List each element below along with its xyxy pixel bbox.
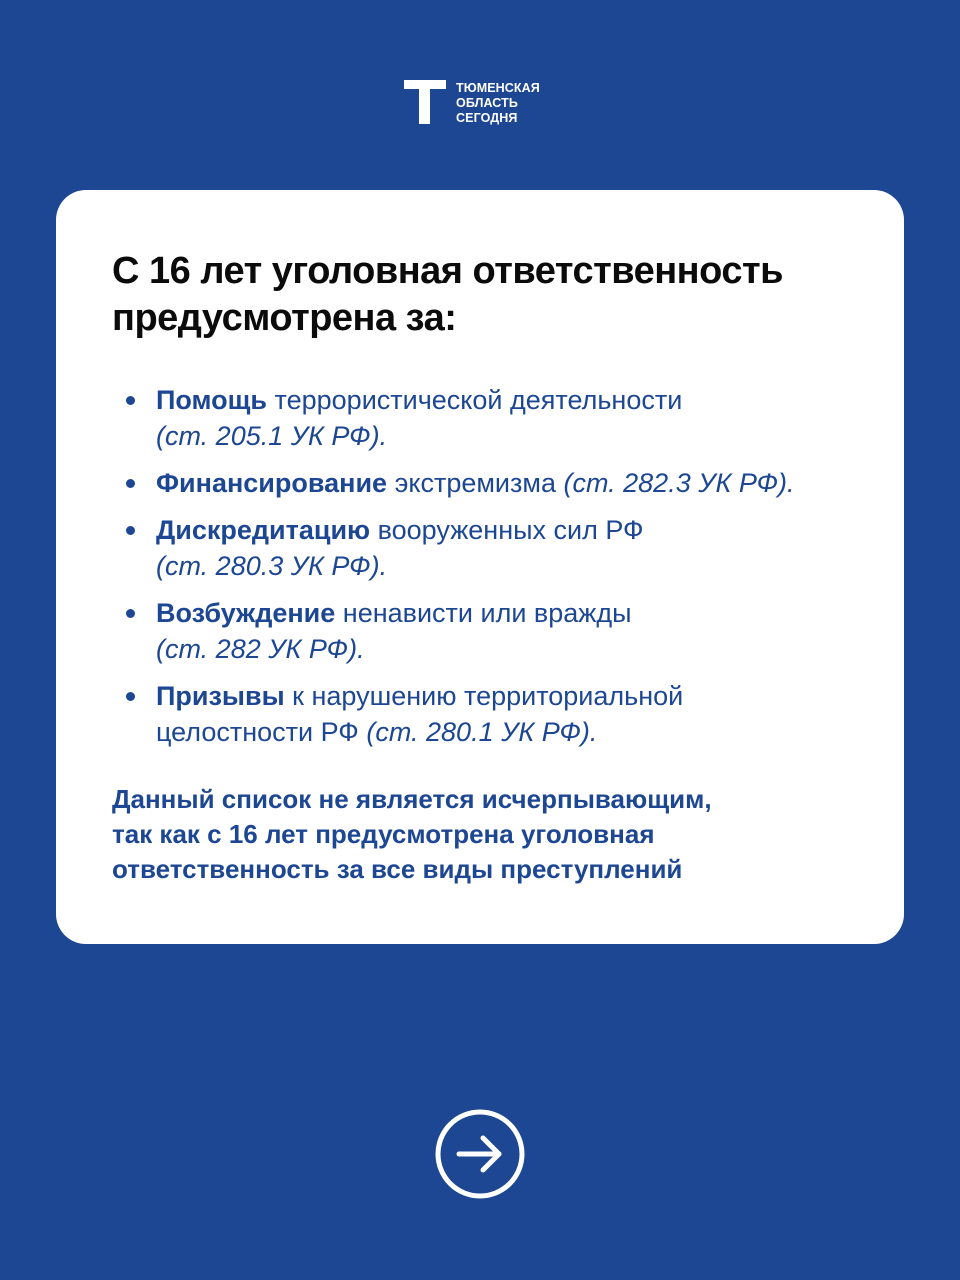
list-item-keyword: Возбуждение [156, 598, 336, 628]
letter-t-logo-icon [404, 80, 446, 124]
card-title [112, 248, 882, 342]
bullet-icon [126, 396, 135, 405]
note-line: Данный список не является исчерпывающим, [112, 784, 712, 814]
list-item-keyword: Финансирование [156, 468, 388, 498]
note-line: ответственность за все виды преступлений [112, 854, 683, 884]
list-item [156, 512, 876, 584]
offense-list [156, 382, 876, 761]
card-title-line: предусмотрена за: [112, 297, 457, 339]
list-item-reference: (ст. 280.1 УК РФ). [366, 717, 598, 747]
brand-name-line: СЕГОДНЯ [456, 111, 518, 125]
list-item-text: вооруженных сил РФ [370, 515, 644, 545]
list-item-reference: (ст. 282 УК РФ). [156, 634, 365, 664]
list-item-keyword: Дискредитацию [156, 515, 371, 545]
list-item-keyword: Призывы [156, 681, 285, 711]
list-item [156, 595, 876, 667]
card-title-line: С 16 лет уголовная ответственность [112, 250, 783, 292]
list-item-reference: (ст. 282.3 УК РФ). [563, 468, 795, 498]
brand-logo [404, 80, 540, 126]
bullet-icon [126, 526, 135, 535]
list-item [156, 465, 876, 501]
bullet-icon [126, 609, 135, 618]
list-item-text: террористической деятельности [267, 385, 683, 415]
list-item-reference: (ст. 280.3 УК РФ). [156, 551, 388, 581]
arrow-right-circle-icon [435, 1109, 525, 1199]
list-item-text: к нарушению территориальной [284, 681, 684, 711]
brand-name-line: ОБЛАСТЬ [456, 96, 518, 110]
brand-name-line: ТЮМЕНСКАЯ [456, 81, 540, 95]
bullet-icon [126, 479, 135, 488]
list-item [156, 382, 876, 454]
list-item [156, 678, 876, 750]
list-item-text: целостности РФ [156, 717, 367, 747]
info-card [56, 190, 904, 944]
disclaimer-note [112, 782, 872, 887]
list-item-keyword: Помощь [156, 385, 268, 415]
list-item-reference: (ст. 205.1 УК РФ). [156, 421, 388, 451]
list-item-text: ненависти или вражды [335, 598, 632, 628]
brand-name [456, 81, 540, 126]
note-line: так как с 16 лет предусмотрена уголовная [112, 819, 655, 849]
next-button[interactable] [435, 1109, 525, 1199]
list-item-text: экстремизма [387, 468, 564, 498]
bullet-icon [126, 692, 135, 701]
